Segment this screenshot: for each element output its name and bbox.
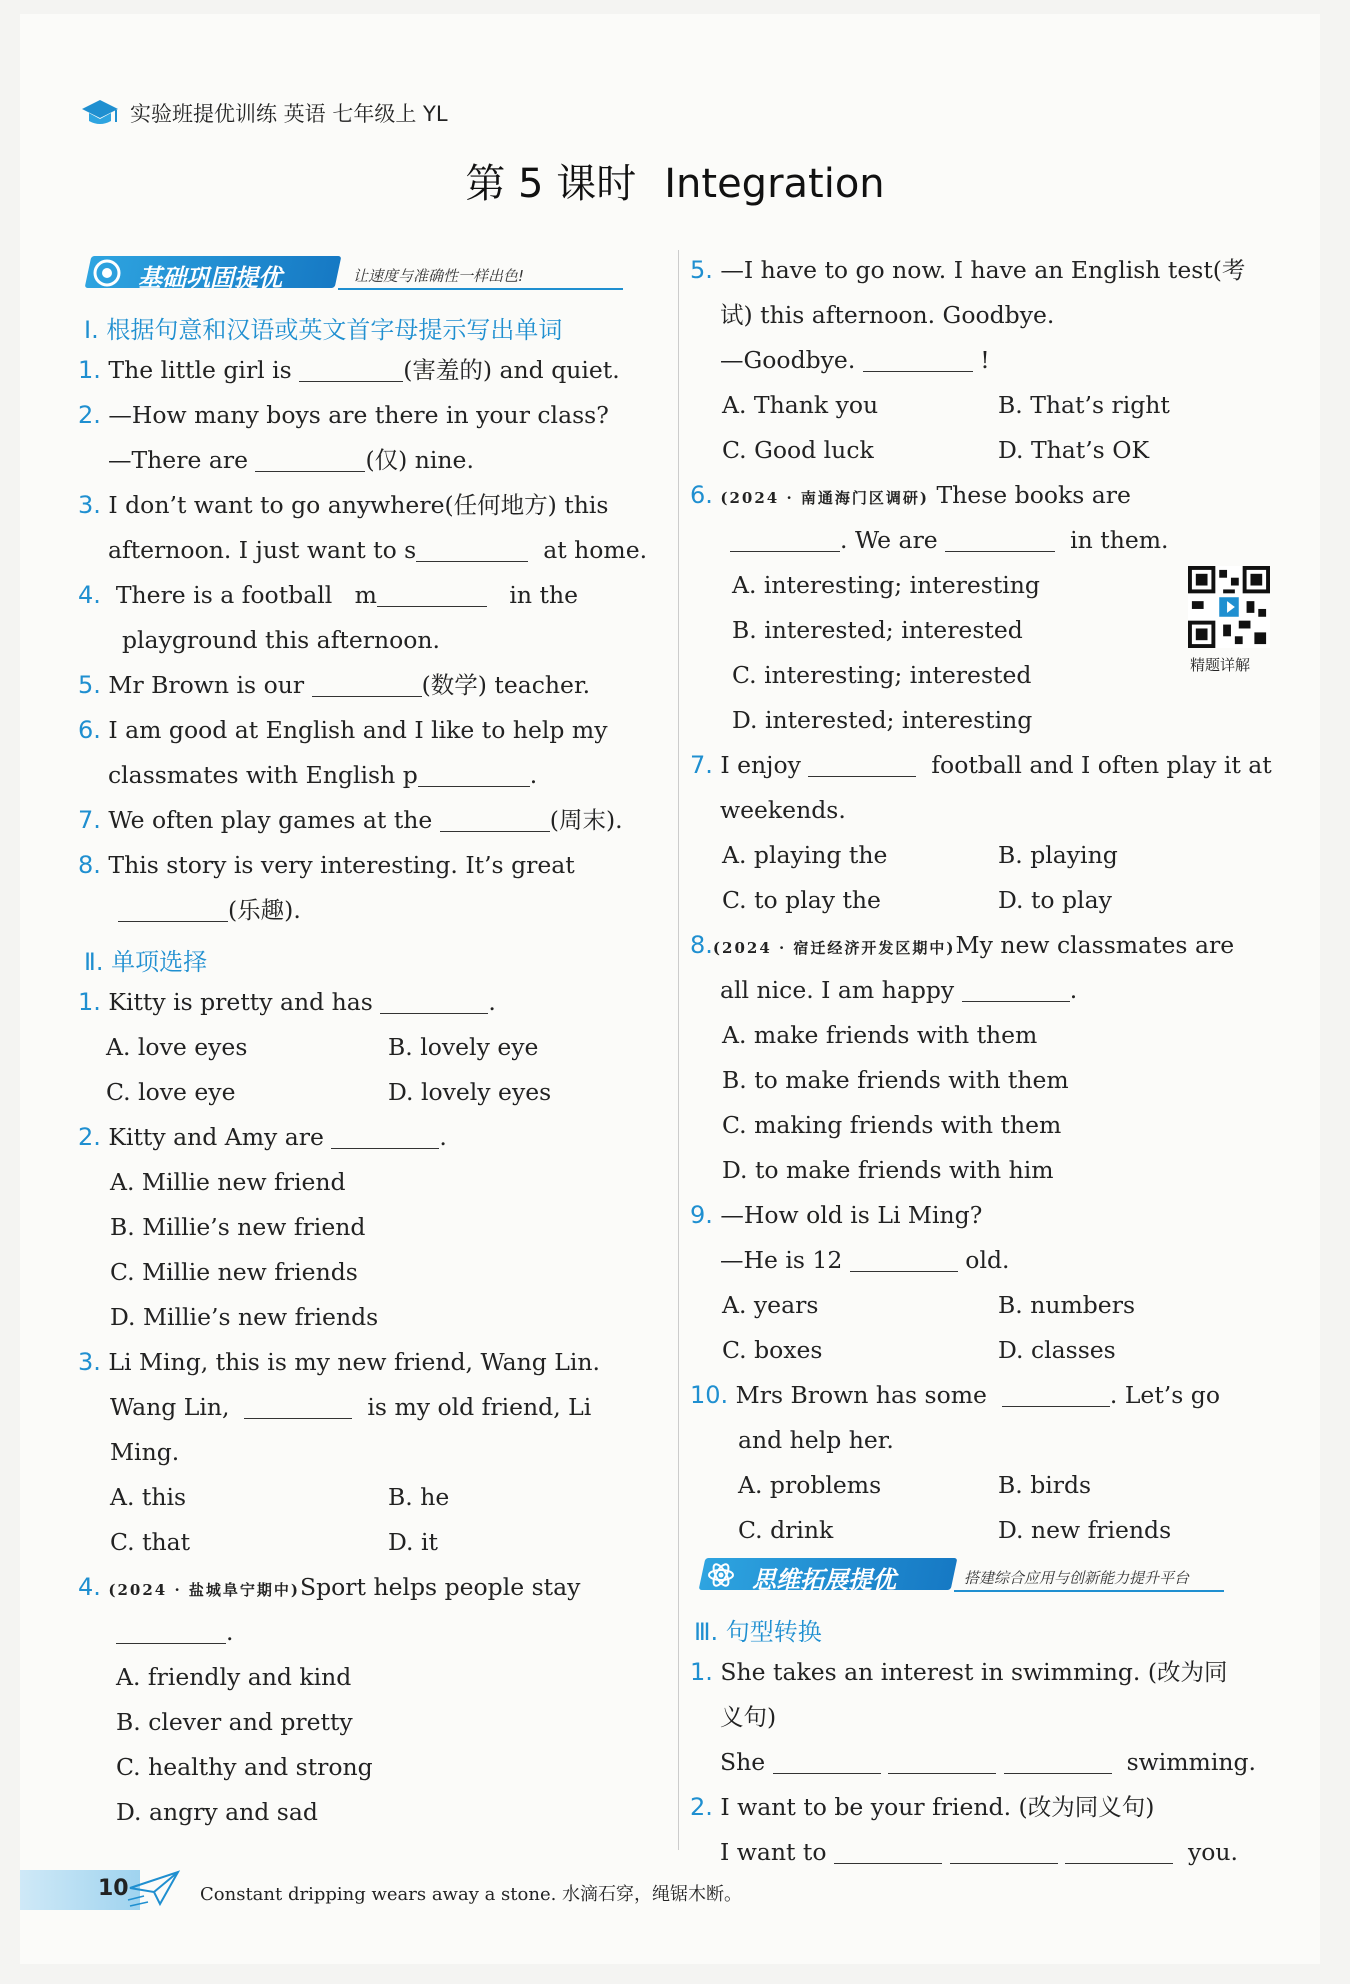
- option: B. interested; interested: [732, 616, 1023, 644]
- source-tag: (2024 · 宿迁经济开发区期中): [712, 939, 956, 957]
- question-line: —He is 12 old.: [720, 1246, 1010, 1274]
- banner-subtitle: 搭建综合应用与创新能力提升平台: [964, 1569, 1190, 1587]
- question-line: 4. There is a football m in the: [78, 581, 578, 609]
- paper-plane-icon: [126, 1866, 182, 1910]
- option: A. interesting; interesting: [732, 571, 1040, 599]
- option: C. drink: [738, 1516, 834, 1544]
- question-line: 6. (2024 · 南通海门区调研) These books are: [690, 481, 1131, 509]
- option: A. problems: [738, 1471, 882, 1499]
- question-line: . We are in them.: [730, 525, 1169, 555]
- option: C. to play the: [722, 886, 881, 914]
- book-title: 实验班提优训练 英语 七年级上 YL: [130, 102, 448, 126]
- option: C. boxes: [722, 1336, 823, 1364]
- banner-subtitle: 让速度与准确性一样出色!: [353, 267, 525, 285]
- page-number: 10: [98, 1876, 129, 1901]
- section-banner-extension: [692, 1556, 1237, 1592]
- question-line: and help her.: [738, 1426, 894, 1454]
- question-line: 9. —How old is Li Ming?: [690, 1201, 983, 1229]
- option: A. friendly and kind: [116, 1663, 352, 1691]
- banner-underline: [954, 1590, 1224, 1592]
- option: A. this: [110, 1483, 187, 1511]
- option: C. love eye: [106, 1078, 236, 1106]
- banner-underline: [338, 288, 623, 290]
- question-line: 8.(2024 · 宿迁经济开发区期中)My new classmates are: [690, 931, 1235, 959]
- question-line: 1. The little girl is (害羞的) and quiet.: [78, 356, 620, 384]
- section-banner-basic: [78, 254, 623, 290]
- question-line: Wang Lin, is my old friend, Li: [110, 1393, 592, 1421]
- option: D. classes: [998, 1336, 1116, 1364]
- source-tag: (2024 · 盐城阜宁期中): [108, 1581, 301, 1599]
- option: B. he: [388, 1483, 450, 1511]
- book-header: [80, 96, 448, 130]
- option: D. Millie’s new friends: [110, 1303, 379, 1331]
- question-line: Ming.: [110, 1438, 180, 1466]
- question-line: .: [116, 1617, 233, 1647]
- question-line: 试) this afternoon. Goodbye.: [720, 301, 1055, 329]
- target-icon: [92, 258, 122, 288]
- question-line: all nice. I am happy .: [720, 976, 1078, 1004]
- column-divider: [678, 250, 679, 1850]
- lesson-topic: Integration: [664, 161, 885, 207]
- section-heading-1: Ⅰ. 根据句意和汉语或英文首字母提示写出单词: [84, 316, 563, 344]
- section-heading-3: Ⅲ. 句型转换: [694, 1618, 822, 1646]
- option: D. it: [388, 1528, 438, 1556]
- option: B. That’s right: [998, 391, 1170, 419]
- section-heading-2: Ⅱ. 单项选择: [84, 948, 208, 976]
- question-line: (乐趣).: [118, 895, 301, 925]
- atom-icon: [706, 1560, 736, 1590]
- question-line: 3. I don’t want to go anywhere(任何地方) this: [78, 491, 609, 519]
- question-line: 7. We often play games at the (周末).: [78, 806, 623, 834]
- question-line: 1. Kitty is pretty and has .: [78, 988, 496, 1016]
- option: C. Millie new friends: [110, 1258, 358, 1286]
- option: B. lovely eye: [388, 1033, 539, 1061]
- option: C. making friends with them: [722, 1111, 1062, 1139]
- option: B. Millie’s new friend: [110, 1213, 366, 1241]
- question-line: afternoon. I just want to s at home.: [108, 536, 648, 564]
- banner-label: 思维拓展提优: [752, 1566, 896, 1594]
- page-title: [0, 152, 1350, 209]
- question-line: 5. Mr Brown is our (数学) teacher.: [78, 671, 591, 699]
- option: D. lovely eyes: [388, 1078, 552, 1106]
- question-line: —There are (仅) nine.: [108, 446, 474, 474]
- qr-label: 精题详解: [1190, 656, 1251, 674]
- option: B. clever and pretty: [116, 1708, 353, 1736]
- question-line: playground this afternoon.: [122, 626, 441, 654]
- option: B. to make friends with them: [722, 1066, 1069, 1094]
- question-line: 1. She takes an interest in swimming. (改为同: [690, 1658, 1228, 1686]
- question-line: 4. (2024 · 盐城阜宁期中)Sport helps people stay: [78, 1573, 581, 1601]
- option: A. playing the: [722, 841, 888, 869]
- question-line: 义句): [720, 1703, 777, 1731]
- footer-motto: Constant dripping wears away a stone. 水滴石穿，绳锯木断。: [200, 1884, 743, 1905]
- option: C. healthy and strong: [116, 1753, 373, 1781]
- option: D. new friends: [998, 1516, 1172, 1544]
- question-line: 3. Li Ming, this is my new friend, Wang Lin.: [78, 1348, 600, 1376]
- question-line: 2. —How many boys are there in your class?: [78, 401, 609, 429]
- option: C. Good luck: [722, 436, 874, 464]
- option: D. angry and sad: [116, 1798, 318, 1826]
- option: A. love eyes: [106, 1033, 248, 1061]
- qr-code-icon[interactable]: [1188, 566, 1270, 648]
- option: B. playing: [998, 841, 1118, 869]
- lesson-number: 第 5 课时: [465, 161, 637, 207]
- option: A. Millie new friend: [110, 1168, 346, 1196]
- banner-label: 基础巩固提优: [138, 264, 282, 292]
- question-line: 8. This story is very interesting. It’s great: [78, 851, 575, 879]
- option: D. interested; interesting: [732, 706, 1033, 734]
- option: B. numbers: [998, 1291, 1136, 1319]
- option: A. Thank you: [722, 391, 879, 419]
- question-line: 5. —I have to go now. I have an English test(考: [690, 256, 1246, 284]
- option: A. years: [722, 1291, 819, 1319]
- page-number-tab: [20, 1870, 140, 1910]
- graduation-cap-icon: [80, 96, 120, 130]
- question-line: I want to you.: [720, 1838, 1238, 1866]
- question-line: 10. Mrs Brown has some . Let’s go: [690, 1381, 1220, 1409]
- question-line: weekends.: [720, 796, 846, 824]
- question-line: —Goodbye. !: [720, 346, 990, 374]
- question-line: classmates with English p .: [108, 761, 538, 789]
- question-line: 6. I am good at English and I like to help my: [78, 716, 608, 744]
- option: A. make friends with them: [722, 1021, 1038, 1049]
- option: D. to play: [998, 886, 1112, 914]
- option: D. to make friends with him: [722, 1156, 1054, 1184]
- option: D. That’s OK: [998, 436, 1150, 464]
- option: C. that: [110, 1528, 191, 1556]
- source-tag: (2024 · 南通海门区调研): [720, 489, 930, 507]
- option: B. birds: [998, 1471, 1092, 1499]
- question-line: 2. I want to be your friend. (改为同义句): [690, 1793, 1155, 1821]
- question-line: She swimming.: [720, 1748, 1256, 1776]
- question-line: 2. Kitty and Amy are .: [78, 1123, 447, 1151]
- option: C. interesting; interested: [732, 661, 1032, 689]
- question-line: 7. I enjoy football and I often play it at: [690, 751, 1272, 779]
